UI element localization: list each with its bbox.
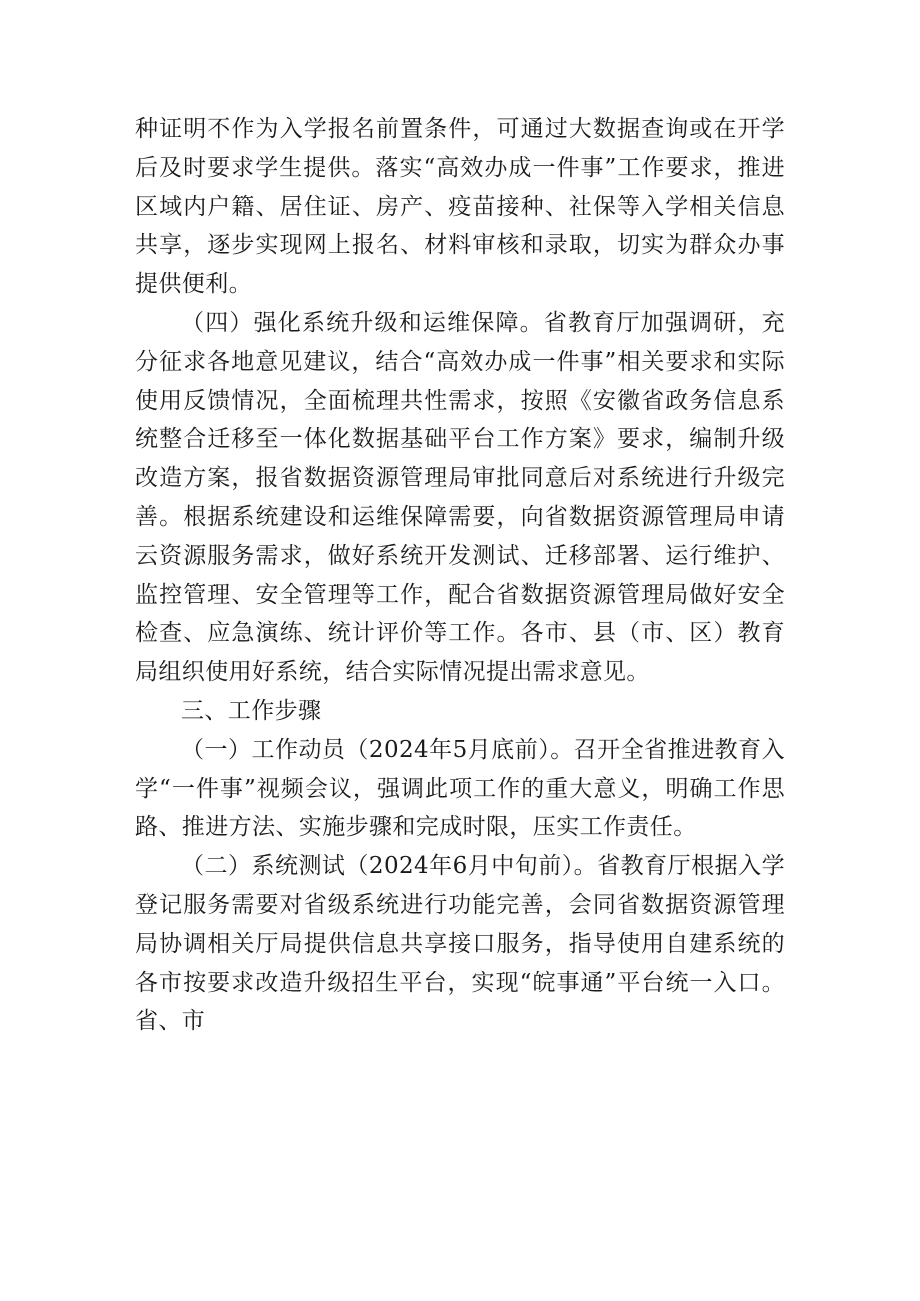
paragraph-system-upgrade: （四）强化系统升级和运维保障。省教育厅加强调研，充分征求各地意见建议，结合“高效办成一件事”相关要求和实际使用反馈情况，全面梳理共性需求，按照《安徽省政务信息系统整合迁移至一体化数据基础平台工作方案》要求，编制升级改造方案，报省数据资源管理局审批同意后对系统进行升级完善。根据系统建设和运维保障需要，向省数据资源管理局申请云资源服务需求，做好系统开发测试、迁移部署、运行维护、监控管理、安全管理等工作，配合省数据资源管理局做好安全检查、应急演练、统计评价等工作。各市、县（市、区）教育局组织使用好系统，结合实际情况提出需求意见。: [135, 309, 785, 686]
paragraph-work-mobilization: （一）工作动员（2024年5月底前）。召开全省推进教育入学“一件事”视频会议，强调此项工作的重大意义，明确工作思路、推进方法、实施步骤和完成时限，压实工作责任。: [135, 736, 785, 841]
paragraph-admission-materials: 种证明不作为入学报名前置条件，可通过大数据查询或在开学后及时要求学生提供。落实“高效办成一件事”工作要求，推进区域内户籍、居住证、房产、疫苗接种、社保等入学相关信息共享，逐步实现网上报名、材料审核和录取，切实为群众办事提供便利。: [135, 116, 785, 298]
document-body: [135, 110, 785, 1041]
paragraph-system-testing: （二）系统测试（2024年6月中旬前）。省教育厅根据入学登记服务需要对省级系统进行功能完善，会同省数据资源管理局协调相关厅局提供信息共享接口服务，指导使用自建系统的各市按要求改造升级招生平台，实现“皖事通”平台统一入口。省、市: [135, 853, 785, 1035]
section-heading-work-steps: 三、工作步骤: [181, 697, 322, 724]
